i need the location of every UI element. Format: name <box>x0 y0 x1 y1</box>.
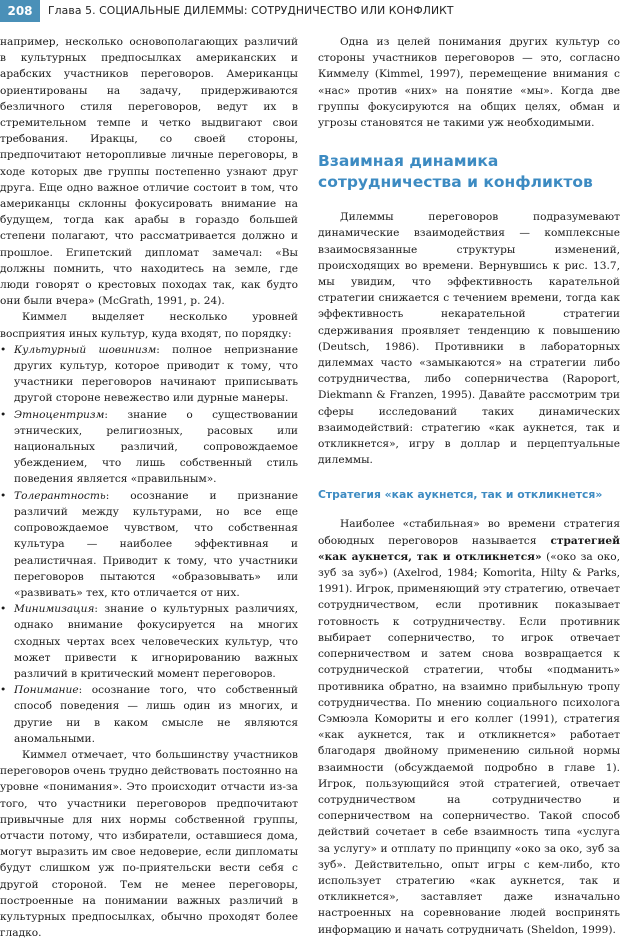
left-column <box>0 34 298 941</box>
key-term: стратегией «как аукнется, так и откликнется» <box>318 534 620 563</box>
list-item-term: Понимание <box>14 684 79 697</box>
list-item-term: Культурный шовинизм <box>14 343 157 356</box>
list-item-term: Этноцентризм <box>14 408 105 421</box>
list-item-text: : осознание и признание различий между культурами, но все еще сопровождаемое чувством, что собственная культура — наиболее эффективная и реалистичная. Приводит к тому, что участники переговоров пытаются «образовывать» или «развивать» тех, кто отличается от них. <box>14 489 298 599</box>
list-item-text: : знание о существовании этнических, религиозных, расовых или национальных различий, сопровождаемое убеждением, что лишь собственный стиль поведения является «правильным». <box>14 408 298 486</box>
list-item-text: : знание о культурных различиях, однако внимание фокусируется на многих сходных чертах всех человеческих культур, что может привести к игнорированию важных различий в критический момент переговоров. <box>14 603 298 680</box>
perception-levels-list <box>0 342 298 747</box>
list-item <box>0 682 298 747</box>
list-item-term: Минимизация <box>14 603 95 616</box>
right-column <box>318 34 620 938</box>
list-item-term: Толерантность <box>14 489 106 502</box>
page-number: 208 <box>0 0 40 22</box>
subsection-heading: Стратегия «как аукнется, так и откликнется» <box>318 488 603 502</box>
paragraph: Дилеммы переговоров подразумевают динамические взаимодействия — комплексные взаимосвязанные структуры изменений, происходящих во времени. Вернувшись к рис. 13.7, мы увидим, что эффективность карательной стратегии снижается с течением времени, тогда как эффективность некарательной стратегии сдерживания проявляет тенденцию к повышению (Deutsch, 1986). Противники в лабораторных дилеммах часто «замыкаются» на стратегии либо сотрудничества, либо соперничества (Rapoport, Diekmann & Franzen, 1995). Давайте рассмотрим три сферы исследований таких динамических взаимодействий: стратегию «как аукнется, так и откликнется», игру в доллар и перцептуальные дилеммы. <box>318 211 620 467</box>
paragraph: Киммел выделяет несколько уровней восприятия иных культур, куда входят, по порядку: <box>0 311 298 340</box>
list-item-text: : полное непризнание других культур, которое приводит к тому, что участники переговоров начинают приписывать другой стороне невежество или дурные манеры. <box>14 343 299 405</box>
list-item <box>0 342 298 407</box>
paragraph: например, несколько основополагающих различий в культурных предпосылках американских и арабских участников переговоров. Американцы ориентированы на задачу, придерживаются безличного стиля переговоров, ведут их в стремительном темпе и четко выдвигают свои требования. Иракцы, со своей стороны, предпочитают неторопливые личные переговоры, в ходе которых две группы постепенно узнают друг друга. Еще одно важное отличие состоит в том, что американцы склонны фокусировать внимание на будущем, тогда как арабы в гораздо большей степени полагают, что рассматривается должно и прошлое. Египетский дипломат замечал: «Вы должны помнить, что находитесь на земле, где люди говорят о крестовых походах так, как будто они были вчера» (McGrath, 1991, p. 24). <box>0 36 298 308</box>
section-heading: Взаимная динамика сотрудничества и конфликтов <box>318 152 593 192</box>
list-item <box>0 488 298 601</box>
paragraph-text: («око за око, зуб за зуб») (Axelrod, 1984; Komorita, Hilty & Parks, 1991). Игрок, применяющий эту стратегию, отвечает сотрудничеством, если противник показывает готовность к сотрудничеству. Если противник выбирает соперничество, то игрок отвечает соперничеством и затем снова возвращается к сотруднической стратегии, чтобы «подманить» противника обратно, на взаимно прибыльную тропу сотрудничества. По мнению социального психолога Сэмюэла Комориты и его коллег (1991), стратегия «как аукнется, так и откликнется» работает благодаря двойному применению сильной нормы взаимности (обсуждаемой подробно в главе 1). Игрок, пользующийся этой стратегией, отвечает сотрудничеством на сотрудничество и соперничеством на соперничество. Такой способ действий сочетает в себе взаимность типа «услуга за услугу» и отплату по принципу «око за око, зуб за зуб». Действительно, опыт игры с кем-либо, кто использует стратегию «как аукнется, так и откликнется», заставляет даже изначально настроенных на соревнование людей воспринять информацию и начать сотрудничать (Sheldon, 1999). <box>318 550 620 936</box>
chapter-title: Глава 5. СОЦИАЛЬНЫЕ ДИЛЕММЫ: СОТРУДНИЧЕСТВО ИЛИ КОНФЛИКТ <box>48 4 454 17</box>
paragraph: Киммел отмечает, что большинству участников переговоров очень трудно действовать постоянно на уровне «понимания». Это происходит отчасти из-за того, что участники переговоров предпочитают привычные для них нормы собственной группы, отчасти потому, что избиратели, оставшиеся дома, могут выразить им свое недоверие, если дипломаты будут слишком уж по-приятельски вести себя с другой стороной. Тем не менее переговоры, построенные на понимании важных различий в культурных предпосылках, обычно проходят более гладко. <box>0 748 298 940</box>
list-item <box>0 407 298 488</box>
running-head <box>0 0 620 22</box>
paragraph-text: Наиболее «стабильная» во времени стратегия обоюдных переговоров называется <box>318 518 620 547</box>
paragraph: Одна из целей понимания других культур со стороны участников переговоров — это, согласно Киммелу (Kimmel, 1997), перемещение внимания с «нас» против «них» на понятие «мы». Когда две группы фокусируются на общих целях, обман и угрозы становятся не такими уж необходимыми. <box>318 36 620 130</box>
list-item-text: : осознание того, что собственный способ поведения — лишь один из многих, и другие ни в каком смысле не являются аномальными. <box>14 684 298 745</box>
paragraph <box>318 516 620 937</box>
list-item <box>0 601 298 682</box>
